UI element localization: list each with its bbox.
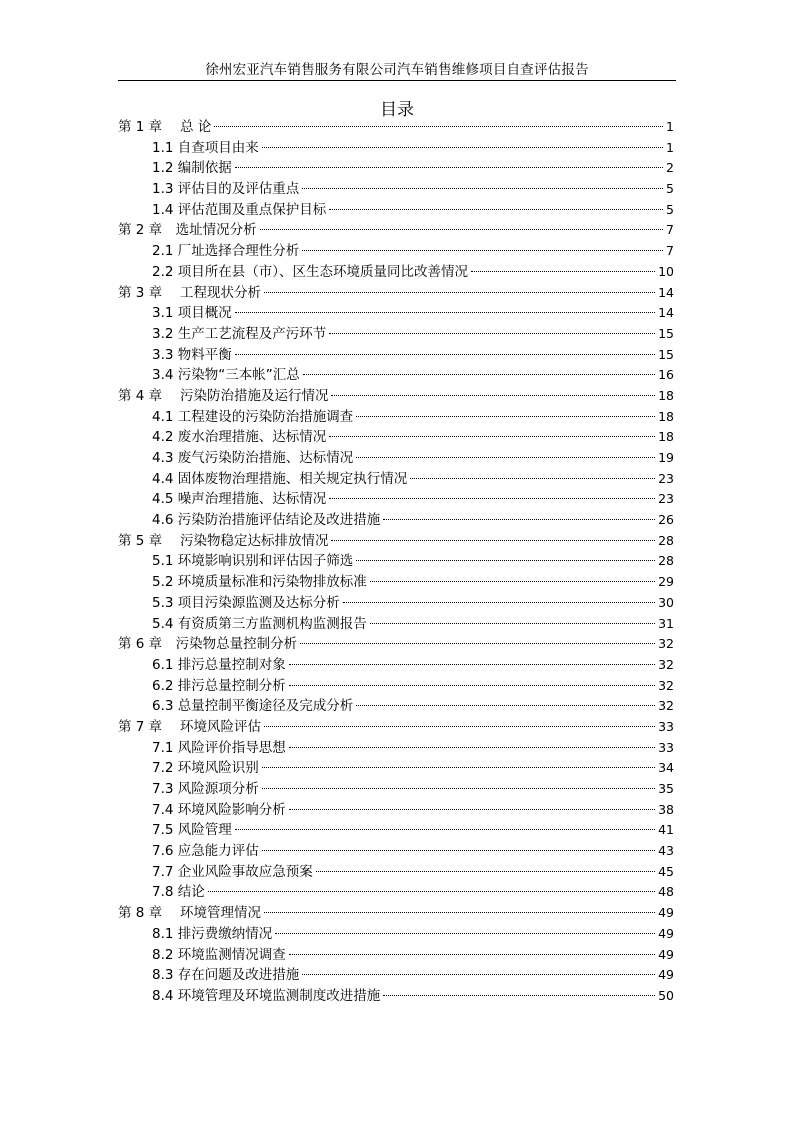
toc-entry-page-number: 10 <box>658 263 674 279</box>
toc-chapter-entry[interactable] <box>118 531 674 552</box>
toc-entry-page-number: 15 <box>658 325 674 341</box>
toc-section-entry[interactable] <box>118 779 674 800</box>
toc-entry-page-number: 15 <box>658 346 674 362</box>
toc-dot-leader <box>356 560 655 561</box>
toc-entry-label: 7.8 结论 <box>152 884 205 901</box>
toc-dot-leader <box>303 374 655 375</box>
toc-entry-label: 7.1 风险评价指导思想 <box>152 739 286 756</box>
toc-section-entry[interactable] <box>118 158 674 179</box>
toc-entry-label: 7.7 企业风险事故应急预案 <box>152 863 313 880</box>
toc-entry-page-number: 49 <box>658 925 674 941</box>
toc-section-entry[interactable] <box>118 241 674 262</box>
toc-entry-page-number: 26 <box>658 512 674 528</box>
toc-chapter-entry[interactable] <box>118 283 674 304</box>
toc-entry-page-number: 5 <box>666 181 674 197</box>
toc-dot-leader <box>331 395 655 396</box>
toc-entry-page-number: 45 <box>658 863 674 879</box>
header-divider <box>118 80 676 81</box>
toc-entry-page-number: 23 <box>658 491 674 507</box>
toc-dot-leader <box>302 250 663 251</box>
toc-dot-leader <box>235 829 655 830</box>
toc-entry-page-number: 19 <box>658 450 674 465</box>
toc-entry-label: 1.2 编制依据 <box>152 160 232 177</box>
toc-entry-page-number: 34 <box>658 760 674 776</box>
toc-section-entry[interactable] <box>118 882 674 903</box>
toc-entry-page-number: 14 <box>658 284 674 300</box>
toc-entry-page-number: 32 <box>658 636 674 652</box>
toc-chapter-entry[interactable] <box>118 634 674 655</box>
toc-dot-leader <box>289 664 655 665</box>
toc-section-entry[interactable] <box>118 924 674 945</box>
toc-dot-leader <box>300 643 655 644</box>
toc-dot-leader <box>331 540 655 541</box>
toc-section-entry[interactable] <box>118 945 674 966</box>
toc-section-entry[interactable] <box>118 738 674 759</box>
toc-dot-leader <box>235 354 655 355</box>
toc-section-entry[interactable] <box>118 593 674 614</box>
toc-entry-label: 4.6 污染防治措施评估结论及改进措施 <box>152 512 381 529</box>
toc-entry-label: 5.2 环境质量标准和污染物排放标准 <box>152 574 367 591</box>
toc-entry-page-number: 14 <box>658 305 674 321</box>
toc-dot-leader <box>356 416 655 417</box>
toc-dot-leader <box>262 788 655 789</box>
toc-section-entry[interactable] <box>118 986 674 1007</box>
toc-chapter-entry[interactable] <box>118 717 674 738</box>
toc-entry-page-number: 32 <box>658 677 674 693</box>
toc-entry-label: 4.1 工程建设的污染防治措施调查 <box>152 408 354 425</box>
toc-section-entry[interactable] <box>118 179 674 200</box>
toc-entry-label: 7.6 应急能力评估 <box>152 843 259 860</box>
toc-entry-page-number: 38 <box>658 801 674 817</box>
toc-dot-leader <box>275 933 655 934</box>
toc-entry-page-number: 18 <box>658 387 674 403</box>
toc-dot-leader <box>264 912 655 913</box>
toc-section-entry[interactable] <box>118 138 674 159</box>
toc-entry-label: 6.3 总量控制平衡途径及完成分析 <box>152 698 354 715</box>
toc-entry-label: 8.3 存在问题及改进措施 <box>152 967 300 984</box>
toc-section-entry[interactable] <box>118 324 674 345</box>
toc-dot-leader <box>329 436 655 437</box>
toc-section-entry[interactable] <box>118 696 674 717</box>
toc-section-entry[interactable] <box>118 200 674 221</box>
toc-entry-page-number: 5 <box>666 201 674 217</box>
toc-dot-leader <box>289 954 655 955</box>
toc-entry-label: 3.2 生产工艺流程及产污环节 <box>152 325 327 342</box>
toc-entry-page-number: 35 <box>658 781 674 796</box>
toc-section-entry[interactable] <box>118 469 674 490</box>
toc-dot-leader <box>262 767 655 768</box>
toc-entry-page-number: 2 <box>666 160 674 176</box>
toc-entry-page-number: 32 <box>658 698 674 714</box>
toc-section-entry[interactable] <box>118 800 674 821</box>
document-header-title: 徐州宏亚汽车销售服务有限公司汽车销售维修项目自查评估报告 <box>205 62 589 78</box>
toc-dot-leader <box>343 602 655 603</box>
toc-section-entry[interactable] <box>118 614 674 635</box>
toc-dot-leader <box>302 974 655 975</box>
toc-entry-page-number: 49 <box>658 946 674 962</box>
toc-entry-page-number: 28 <box>658 532 674 548</box>
toc-dot-leader <box>208 891 655 892</box>
toc-entry-page-number: 7 <box>666 243 674 259</box>
toc-entry-page-number: 16 <box>658 367 674 383</box>
toc-dot-leader <box>264 726 655 727</box>
toc-section-entry[interactable] <box>118 345 674 366</box>
toc-section-entry[interactable] <box>118 841 674 862</box>
toc-dot-leader <box>356 705 655 706</box>
toc-entry-label: 第 4 章 污染防治措施及运行情况 <box>118 387 329 404</box>
toc-entry-label: 3.4 污染物“三本帐”汇总 <box>152 367 300 384</box>
toc-entry-label: 6.2 排污总量控制分析 <box>152 677 286 694</box>
toc-entry-label: 5.1 环境影响识别和评估因子筛选 <box>152 553 354 570</box>
toc-chapter-entry[interactable] <box>118 386 674 407</box>
toc-entry-label: 第 3 章 工程现状分析 <box>118 284 261 301</box>
toc-dot-leader <box>370 581 655 582</box>
toc-entry-label: 4.5 噪声治理措施、达标情况 <box>152 491 327 508</box>
toc-dot-leader <box>383 519 655 520</box>
toc-entry-page-number: 1 <box>666 119 674 134</box>
toc-dot-leader <box>235 167 663 168</box>
toc-entry-page-number: 1 <box>666 139 674 155</box>
toc-dot-leader <box>260 229 663 230</box>
toc-entry-label: 1.3 评估目的及评估重点 <box>152 181 300 198</box>
toc-chapter-entry[interactable] <box>118 117 674 138</box>
toc-entry-label: 7.3 风险源项分析 <box>152 781 259 797</box>
toc-entry-page-number: 49 <box>658 905 674 921</box>
toc-section-entry[interactable] <box>118 820 674 841</box>
toc-section-entry[interactable] <box>118 262 674 283</box>
toc-entry-page-number: 29 <box>658 574 674 590</box>
toc-section-entry[interactable] <box>118 965 674 986</box>
toc-section-entry[interactable] <box>118 427 674 448</box>
toc-chapter-entry[interactable] <box>118 903 674 924</box>
toc-entry-page-number: 33 <box>658 718 674 734</box>
toc-entry-page-number: 31 <box>658 615 674 631</box>
toc-entry-label: 第 2 章 选址情况分析 <box>118 222 257 239</box>
toc-entry-label: 1.1 自查项目由来 <box>152 139 259 156</box>
toc-entry-label: 1.4 评估范围及重点保护目标 <box>152 201 327 218</box>
toc-entry-label: 8.1 排污费缴纳情况 <box>152 925 273 942</box>
toc-entry-label: 3.1 项目概况 <box>152 305 232 322</box>
toc-section-entry[interactable] <box>118 489 674 510</box>
toc-entry-label: 3.3 物料平衡 <box>152 346 232 363</box>
toc-section-entry[interactable] <box>118 303 674 324</box>
toc-dot-leader <box>329 498 655 499</box>
toc-entry-label: 2.2 项目所在县（市）、区生态环境质量同比改善情况 <box>152 263 469 280</box>
toc-entry-page-number: 30 <box>658 594 674 610</box>
toc-section-entry[interactable] <box>118 365 674 386</box>
toc-entry-label: 4.2 废水治理措施、达标情况 <box>152 429 327 446</box>
toc-entry-page-number: 41 <box>658 822 674 838</box>
toc-title: 目录 <box>380 100 414 120</box>
toc-dot-leader <box>262 850 655 851</box>
toc-entry-page-number: 50 <box>658 987 674 1003</box>
toc-entry-page-number: 32 <box>658 656 674 672</box>
toc-entry-label: 4.3 废气污染防治措施、达标情况 <box>152 450 354 466</box>
toc-entry-page-number: 48 <box>658 884 674 900</box>
toc-section-entry[interactable] <box>118 551 674 572</box>
toc-entry-label: 2.1 厂址选择合理性分析 <box>152 243 300 260</box>
toc-dot-leader <box>302 188 663 189</box>
toc-section-entry[interactable] <box>118 676 674 697</box>
toc-entry-label: 8.2 环境监测情况调查 <box>152 946 286 963</box>
table-of-contents <box>118 117 674 1007</box>
toc-dot-leader <box>410 478 655 479</box>
toc-entry-page-number: 28 <box>658 553 674 569</box>
toc-chapter-entry[interactable] <box>118 220 674 241</box>
toc-entry-page-number: 18 <box>658 429 674 445</box>
toc-dot-leader <box>289 685 655 686</box>
toc-entry-page-number: 49 <box>658 967 674 983</box>
toc-entry-label: 7.5 风险管理 <box>152 822 232 839</box>
toc-section-entry[interactable] <box>118 758 674 779</box>
toc-entry-label: 第 7 章 环境风险评估 <box>118 718 261 735</box>
toc-entry-page-number: 33 <box>658 739 674 755</box>
toc-dot-leader <box>316 871 655 872</box>
toc-entry-page-number: 18 <box>658 408 674 424</box>
toc-entry-label: 8.4 环境管理及环境监测制度改进措施 <box>152 987 381 1004</box>
toc-dot-leader <box>370 623 655 624</box>
toc-dot-leader <box>383 995 655 996</box>
toc-dot-leader <box>289 747 655 748</box>
toc-entry-label: 第 5 章 污染物稳定达标排放情况 <box>118 532 329 549</box>
toc-section-entry[interactable] <box>118 510 674 531</box>
toc-entry-label: 第 6 章 污染物总量控制分析 <box>118 636 298 653</box>
toc-entry-label: 5.4 有资质第三方监测机构监测报告 <box>152 615 367 632</box>
toc-entry-label: 4.4 固体废物治理措施、相关规定执行情况 <box>152 470 408 487</box>
toc-dot-leader <box>214 126 663 127</box>
toc-entry-page-number: 23 <box>658 470 674 486</box>
toc-dot-leader <box>289 809 655 810</box>
toc-entry-label: 7.4 环境风险影响分析 <box>152 801 286 818</box>
toc-entry-label: 7.2 环境风险识别 <box>152 760 259 777</box>
toc-section-entry[interactable] <box>118 448 674 469</box>
toc-dot-leader <box>329 209 663 210</box>
toc-entry-label: 5.3 项目污染源监测及达标分析 <box>152 594 340 611</box>
toc-section-entry[interactable] <box>118 407 674 428</box>
toc-section-entry[interactable] <box>118 572 674 593</box>
toc-entry-label: 第 1 章 总 论 <box>118 119 212 135</box>
toc-dot-leader <box>264 292 655 293</box>
toc-dot-leader <box>262 147 663 148</box>
toc-entry-label: 6.1 排污总量控制对象 <box>152 656 286 673</box>
toc-dot-leader <box>471 271 655 272</box>
toc-entry-page-number: 7 <box>666 222 674 238</box>
toc-section-entry[interactable] <box>118 655 674 676</box>
toc-section-entry[interactable] <box>118 862 674 883</box>
toc-dot-leader <box>356 457 655 458</box>
toc-entry-page-number: 43 <box>658 843 674 859</box>
toc-dot-leader <box>329 333 655 334</box>
toc-entry-label: 第 8 章 环境管理情况 <box>118 905 261 922</box>
toc-dot-leader <box>235 312 655 313</box>
